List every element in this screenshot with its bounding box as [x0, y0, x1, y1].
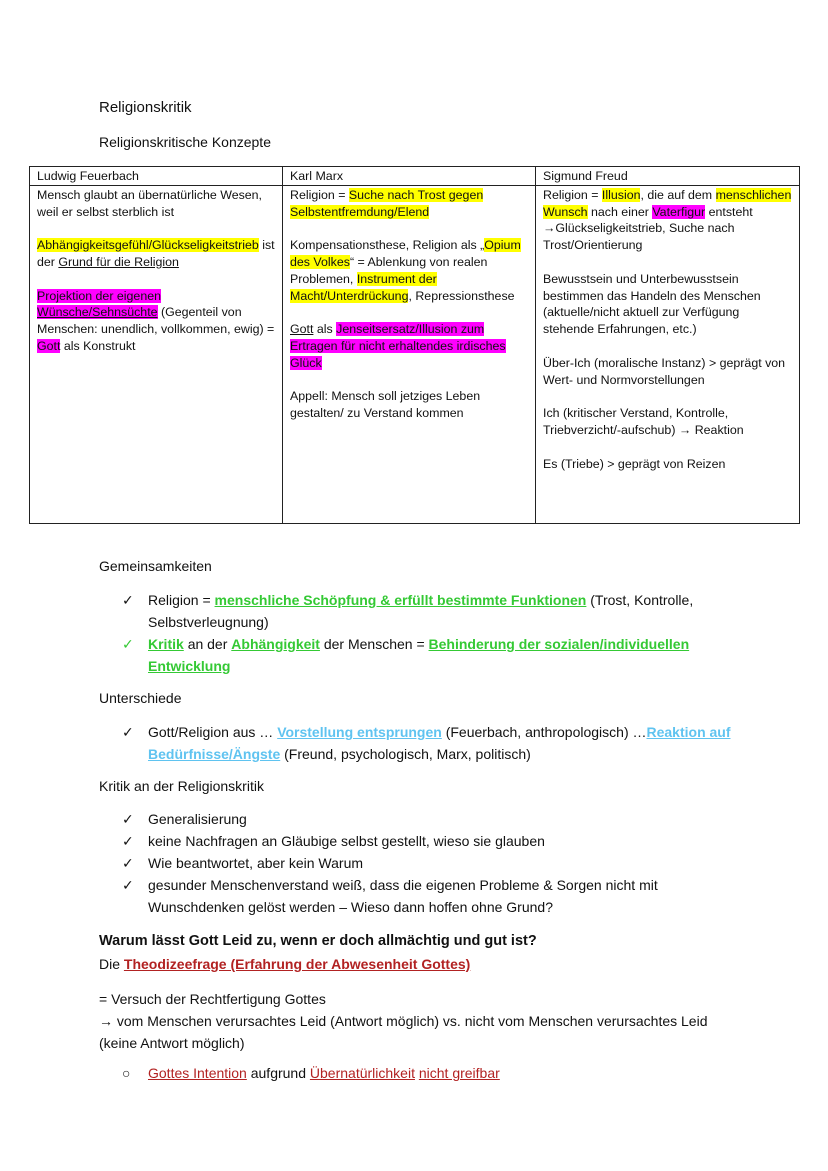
theodizee-line: Die Theodizeefrage (Erfahrung der Abwesenheit Gottes) [99, 956, 471, 972]
list-item: ✓ Religion = menschliche Schöpfung & erfüllt bestimmte Funktionen (Trost, Kontrolle, Selbstverleugnung) [122, 589, 722, 633]
page-title: Religionskritik [99, 99, 192, 116]
list-item: ✓ keine Nachfragen an Gläubige selbst gestellt, wieso sie glauben [122, 830, 702, 852]
marx-p3: Gott als Jenseitsersatz/Illusion zum Ertragen für nicht erhaltendes irdisches Glück [290, 322, 506, 370]
list-item: ✓ Kritik an der Abhängigkeit der Menschen = Behinderung der sozialen/individuellen Entwicklung [122, 633, 722, 677]
unterschiede-heading: Unterschiede [99, 690, 182, 706]
list-item: ✓ gesunder Menschenverstand weiß, dass die eigenen Probleme & Sorgen nicht mit Wunschdenken gelöst werden – Wieso dann hoffen ohne Grund? [122, 874, 702, 918]
gemeinsamkeiten-list [122, 589, 722, 677]
check-icon: ✓ [122, 855, 134, 871]
header-feuerbach: Ludwig Feuerbach [30, 167, 283, 186]
feuerbach-p2: Abhängigkeitsgefühl/Glückseligkeitstrieb ist der Grund für die Religion [37, 238, 275, 269]
freud-p3: Über-Ich (moralische Instanz) > geprägt von Wert- und Normvorstellungen [543, 355, 786, 387]
header-marx: Karl Marx [283, 167, 536, 186]
cell-feuerbach [30, 185, 283, 523]
theodizee-sub-item: ○ Gottes Intention aufgrund Übernatürlichkeit nicht greifbar [122, 1065, 500, 1081]
list-item: ✓ Generalisierung [122, 808, 702, 830]
check-icon: ✓ [122, 636, 134, 652]
feuerbach-p1: Mensch glaubt an übernatürliche Wesen, weil er selbst sterblich ist [37, 187, 263, 219]
page-subtitle: Religionskritische Konzepte [99, 134, 271, 150]
table-body-row [30, 185, 800, 523]
freud-p1: Religion = Illusion, die auf dem menschlichen Wunsch nach einer Vaterfigur entsteht →Glückseligkeitstrieb, Suche nach Trost/Orientierung [543, 187, 792, 253]
feuerbach-p3: Projektion der eigenen Wünsche/Sehnsüchte (Gegenteil von Menschen: unendlich, vollkommen, ewig) = Gott als Konstrukt [37, 288, 275, 353]
theodizee-question: Warum lässt Gott Leid zu, wenn er doch allmächtig und gut ist? [99, 933, 537, 949]
cell-marx [283, 185, 536, 523]
list-item: ✓ Gott/Religion aus … Vorstellung entsprungen (Feuerbach, anthropologisch) …Reaktion auf Bedürfnisse/Ängste (Freund, psychologisch, Marx, politisch) [122, 721, 732, 765]
kritik-heading: Kritik an der Religionskritik [99, 778, 264, 794]
freud-p2: Bewusstsein und Unterbewusstsein bestimmen das Handeln des Menschen (aktuelle/nicht aktuell zur Verfügung stehende Erfahrungen, etc.) [543, 271, 761, 337]
freud-p4: Ich (kritischer Verstand, Kontrolle, Triebverzicht/-aufschub) → Reaktion [543, 406, 744, 437]
marx-p2: Kompensationsthese, Religion als „Opium des Volkes“ = Ablenkung von realen Problemen, Instrument der Macht/Unterdrückung, Repressionsthese [290, 238, 521, 303]
list-item: ✓ Wie beantwortet, aber kein Warum [122, 852, 702, 874]
theodizee-paragraph: = Versuch der Rechtfertigung Gottes → vom Menschen verursachtes Leid (Antwort möglich) vs. nicht vom Menschen verursachtes Leid (keine Antwort möglich) [99, 991, 708, 1051]
comparison-table [29, 166, 800, 524]
check-icon: ✓ [122, 592, 134, 608]
cell-freud [536, 185, 800, 523]
gemeinsamkeiten-heading: Gemeinsamkeiten [99, 558, 212, 574]
check-icon: ✓ [122, 833, 134, 849]
check-icon: ✓ [122, 811, 134, 827]
freud-p5: Es (Triebe) > geprägt von Reizen [543, 456, 726, 471]
unterschiede-list [122, 721, 732, 765]
marx-p1: Religion = Suche nach Trost gegen Selbstentfremdung/Elend [290, 187, 484, 219]
kritik-list [122, 808, 702, 918]
table-header-row [30, 167, 800, 186]
circle-bullet-icon: ○ [122, 1065, 131, 1081]
header-freud: Sigmund Freud [536, 167, 800, 186]
check-icon: ✓ [122, 724, 134, 740]
marx-p4: Appell: Mensch soll jetziges Leben gestalten/ zu Verstand kommen [290, 389, 481, 421]
check-icon: ✓ [122, 877, 134, 893]
